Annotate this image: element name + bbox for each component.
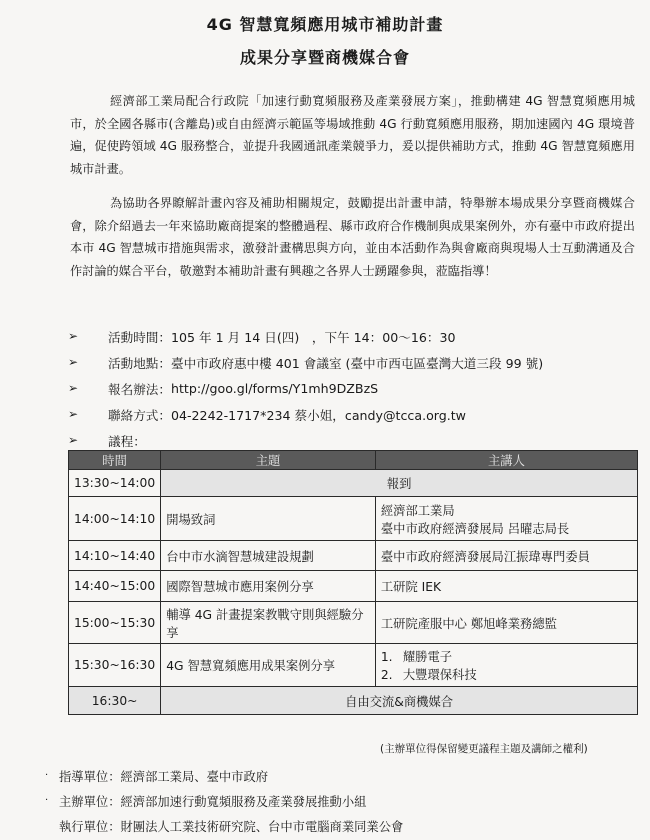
speaker-line (381, 665, 632, 683)
agenda-header-row (69, 451, 638, 470)
table-row (69, 497, 638, 541)
event-location-value: 臺中市政府惠中樓 401 會議室 (臺中市西屯區臺灣大道三段 99 號) (170, 355, 544, 371)
speaker-line: 臺中市政府經濟發展局 呂曜志局長 (380, 521, 570, 536)
intro-paragraph: 經濟部工業局配合行政院「加速行動寬頻服務及產業發展方案」，推動構建 4G 智慧寬頻應用城市，於全國各縣市(含離島)或自由經濟示範區等場域推動 4G 行動寬頻應用服務，期加速國內 4G 環境普遍，促使跨領域 4G 服務整合，並提升我國通訊產業競爭力，爰以提供補助方式，推動 4G 智慧寬頻應用城市計畫。 (70, 94, 635, 176)
arrow-bullet-icon: ➢ (68, 355, 79, 369)
event-time-item (68, 323, 638, 349)
bullet-dot-icon: · (45, 770, 49, 781)
table-row (69, 470, 638, 497)
time-cell: 15:30~16:30 (69, 644, 161, 687)
time-cell: 13:30~14:00 (69, 470, 161, 497)
executing-unit-text: 執行單位：財團法人工業技術研究院、台中市電腦商業同業公會 (59, 819, 404, 834)
event-time-value: 105 年 1 月 14 日(四) ，下午 14：00～16：30 (170, 329, 456, 345)
speaker-cell (375, 644, 637, 687)
speaker-cell: 臺中市政府經濟發展局江振瑋專門委員 (375, 541, 637, 571)
agenda-table (68, 450, 638, 715)
header-topic: 主題 (161, 451, 376, 470)
title-line-1: 4G 智慧寬頻應用城市補助計畫 (206, 15, 444, 34)
time-cell: 15:00~15:30 (69, 602, 161, 644)
speaker-line (381, 647, 632, 665)
list-number: 1. (380, 650, 393, 664)
time-cell: 14:10~14:40 (69, 541, 161, 571)
organizer-list (45, 763, 403, 838)
topic-cell: 國際智慧城市應用案例分享 (161, 571, 376, 602)
event-location-label: 活動地點： (108, 355, 171, 371)
event-location-item (68, 349, 638, 375)
time-cell: 14:00~14:10 (69, 497, 161, 541)
arrow-bullet-icon: ➢ (68, 407, 79, 421)
topic-cell: 4G 智慧寬頻應用成果案例分享 (161, 644, 376, 687)
table-row (69, 687, 638, 715)
time-cell: 16:30~ (69, 687, 161, 715)
contact-item (68, 401, 638, 427)
arrow-bullet-icon: ➢ (68, 433, 79, 447)
table-row (69, 644, 638, 687)
speaker-cell: 工研院 IEK (375, 571, 637, 602)
contact-label: 聯絡方式： (108, 407, 171, 423)
disclaimer-note: (主辦單位得保留變更議程主題及講師之權利) (380, 743, 588, 755)
checkin-cell: 報到 (161, 470, 638, 497)
header-time: 時間 (69, 451, 161, 470)
speaker-line: 經濟部工業局 (380, 503, 455, 518)
registration-label: 報名辦法： (108, 381, 171, 397)
guidance-unit-text: 指導單位：經濟部工業局、臺中市政府 (59, 769, 269, 784)
speaker-name: 大豐環保科技 (402, 668, 477, 682)
topic-cell: 輔導 4G 計畫提案教戰守則與經驗分享 (161, 602, 376, 644)
table-row (69, 571, 638, 602)
host-unit (45, 788, 403, 813)
title-line-2: 成果分享暨商機媒合會 (239, 48, 410, 67)
speaker-cell: 工研院產服中心 鄭旭峰業務總監 (375, 602, 637, 644)
topic-cell: 台中市水滴智慧城建設規劃 (161, 541, 376, 571)
guidance-unit (45, 763, 403, 788)
header-speaker: 主講人 (375, 451, 637, 470)
registration-item (68, 375, 638, 401)
table-row (69, 541, 638, 571)
host-unit-text: 主辦單位：經濟部加速行動寬頻服務及產業發展推動小組 (59, 794, 367, 809)
topic-cell: 開場致詞 (161, 497, 376, 541)
arrow-bullet-icon: ➢ (68, 329, 79, 343)
agenda-label: 議程： (108, 433, 146, 449)
list-number: 2. (380, 668, 393, 682)
registration-link[interactable]: http://goo.gl/forms/Y1mh9DZBzS (170, 380, 379, 396)
purpose-paragraph: 為協助各界瞭解計畫內容及補助相關規定，鼓勵提出計畫申請，特舉辦本場成果分享暨商機媒合會，除介紹過去一年來協助廠商提案的整體過程、縣市政府合作機制與成果案例外，亦有臺中市政府提出本市 4G 智慧城市措施與需求，激發計畫構思與方向，並由本活動作為與會廠商與現場人士互動溝通及合作討論的媒合平台，敬邀對本補助計畫有興趣之各界人士踴躍參與，蒞臨指導！ (70, 196, 635, 278)
time-cell: 14:40~15:00 (69, 571, 161, 602)
speaker-name: 耀勝電子 (402, 650, 453, 664)
executing-unit (45, 813, 403, 838)
event-time-label: 活動時間： (108, 329, 171, 345)
event-info-list (68, 323, 638, 453)
bullet-dot-icon: · (45, 795, 49, 806)
table-row (69, 602, 638, 644)
contact-value: 04-2242-1717*234 蔡小姐，candy@tcca.org.tw (170, 407, 466, 423)
networking-cell: 自由交流&商機媒合 (161, 687, 638, 715)
arrow-bullet-icon: ➢ (68, 381, 79, 395)
speaker-cell (375, 497, 637, 541)
